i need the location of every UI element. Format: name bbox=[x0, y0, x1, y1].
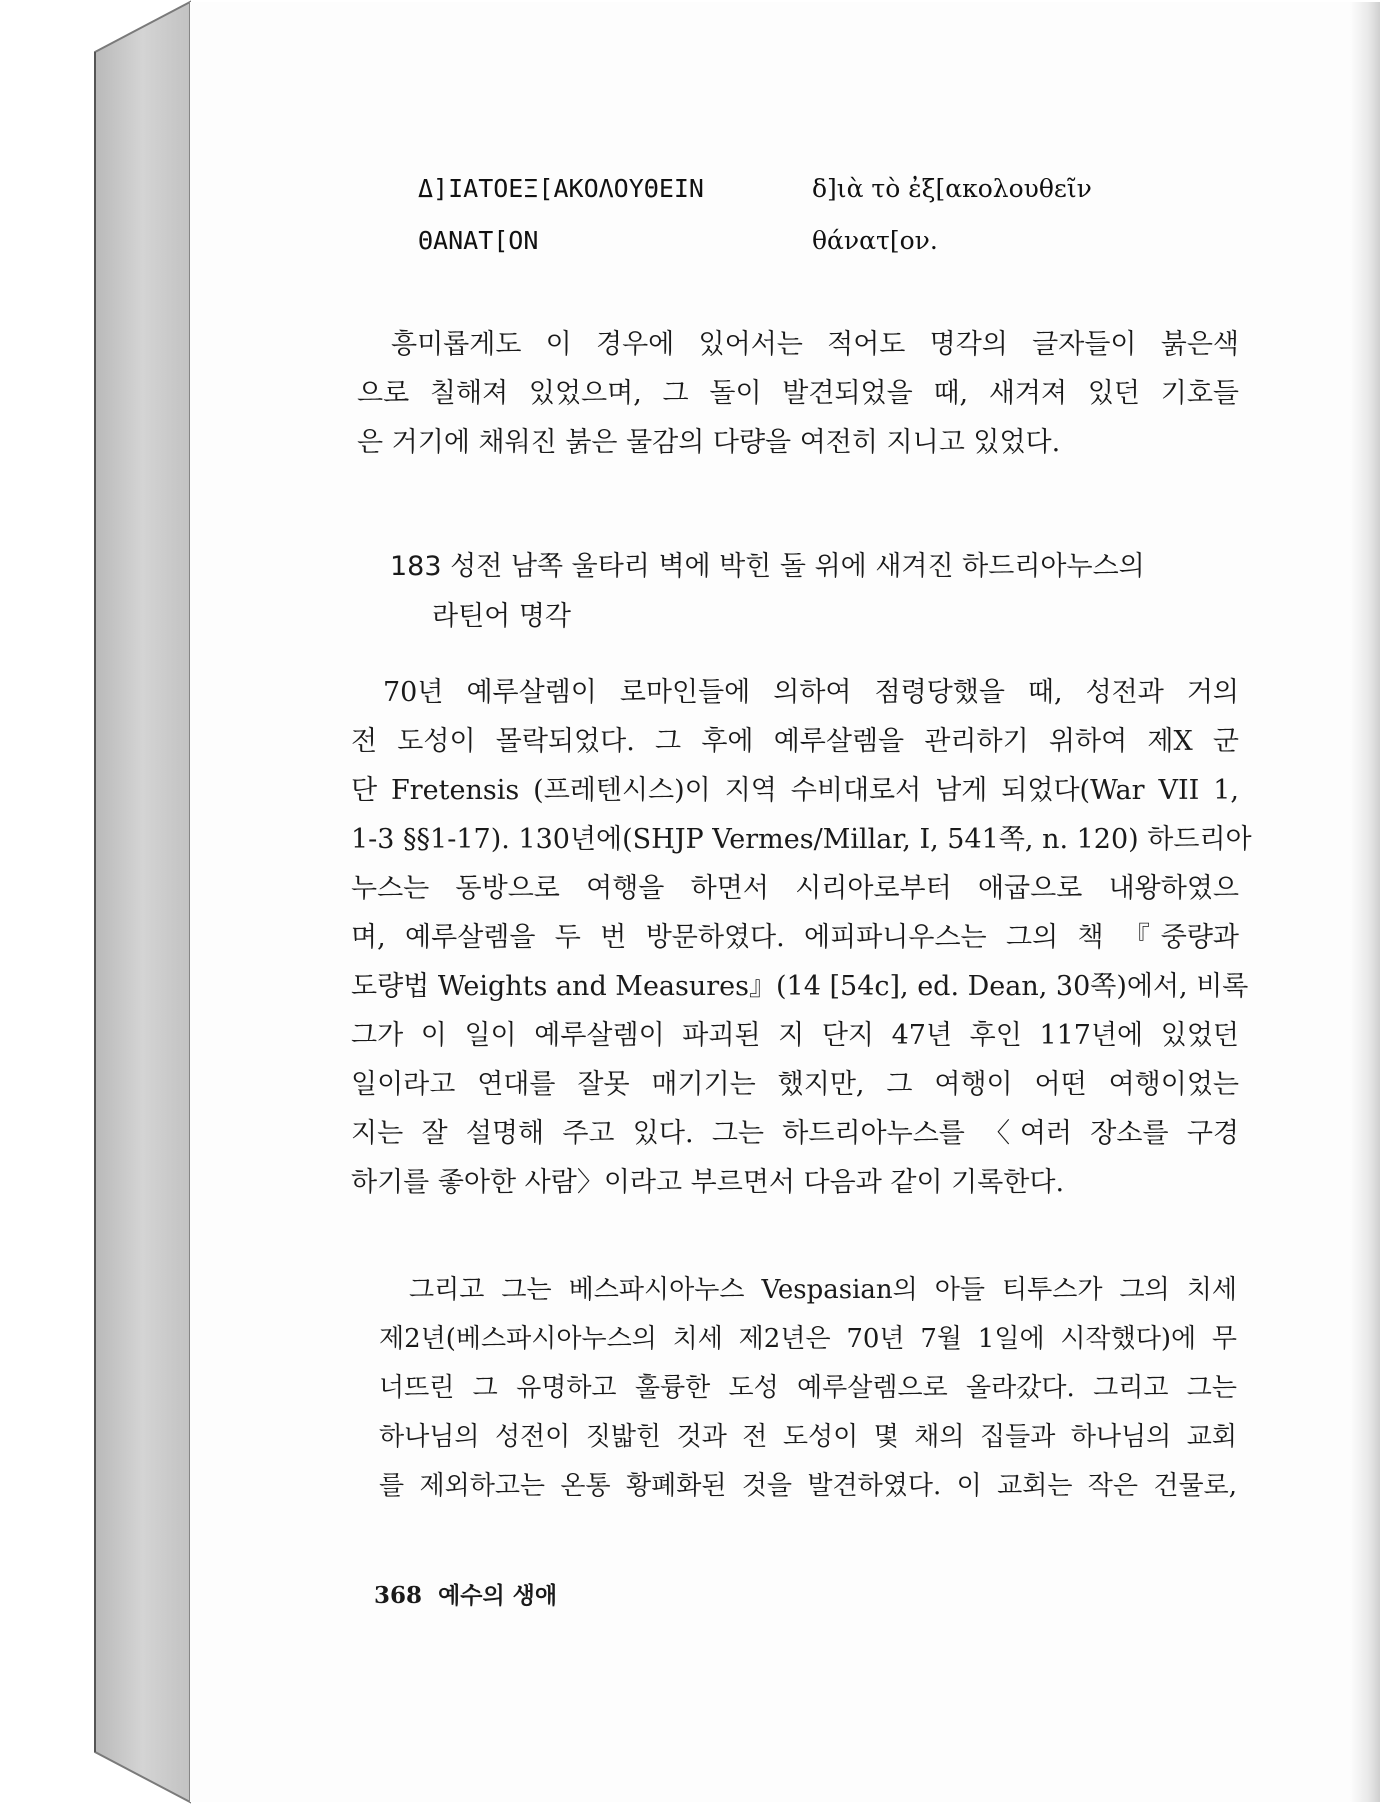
paragraph-line: 도량법 Weights and Measures』(14 [54c], ed. Dean, 30쪽)에서, 비록 bbox=[351, 971, 1249, 1002]
paragraph-line: 으로 칠해져 있었으며, 그 돌이 발견되었을 때, 새겨져 있던 기호들 bbox=[357, 378, 1239, 409]
paragraph-body bbox=[351, 668, 1252, 1207]
page-footer bbox=[374, 1577, 557, 1610]
inscription-uncial-line-2: ΘANAT[ON bbox=[418, 226, 539, 255]
paragraph-line: 1-3 §§1-17). 130년에(SHJP Vermes/Millar, I, 541쪽, n. 120) 하드리아 bbox=[351, 824, 1252, 855]
heading-line: 라틴어 명각 bbox=[432, 601, 571, 632]
page-number: 368 bbox=[374, 1582, 423, 1609]
paragraph-line: 누스는 동방으로 여행을 하면서 시리아로부터 애굽으로 내왕하였으 bbox=[351, 873, 1239, 904]
paragraph-line: 일이라고 연대를 잘못 매기기는 했지만, 그 여행이 어떤 여행이었는 bbox=[351, 1069, 1239, 1100]
heading-line: 183 성전 남쪽 울타리 벽에 박힌 돌 위에 새겨진 하드리아누스의 bbox=[390, 551, 1145, 582]
paragraph-line: 단 Fretensis (프레텐시스)이 지역 수비대로서 남게 되었다(War VII 1, bbox=[351, 775, 1239, 806]
paragraph-line: 지는 잘 설명해 주고 있다. 그는 하드리아누스를 〈여러 장소를 구경 bbox=[351, 1118, 1239, 1149]
inscription-greek-line-2: θάνατ[ον. bbox=[812, 226, 938, 255]
running-title: 예수의 생애 bbox=[438, 1582, 558, 1609]
quote-line: 하나님의 성전이 짓밟힌 것과 전 도성이 몇 채의 집들과 하나님의 교회 bbox=[379, 1422, 1237, 1452]
quote-line: 그리고 그는 베스파시아누스 Vespasian의 아들 티투스가 그의 치세 bbox=[409, 1275, 1237, 1305]
paragraph-line: 하기를 좋아한 사람〉이라고 부르면서 다음과 같이 기록한다. bbox=[351, 1167, 1065, 1198]
block-quotation bbox=[379, 1266, 1237, 1511]
paragraph-line: 흥미롭게도 이 경우에 있어서는 적어도 명각의 글자들이 붉은색 bbox=[391, 329, 1239, 360]
paragraph-intro bbox=[357, 320, 1239, 467]
page-edge-shadow bbox=[1350, 2, 1380, 1802]
paragraph-line: 70년 예루살렘이 로마인들에 의하여 점령당했을 때, 성전과 거의 bbox=[383, 677, 1239, 708]
inscription-uncial-line-1: Δ]IATOEΞ[AKOΛOYΘEIN bbox=[418, 174, 704, 203]
quote-line: 너뜨린 그 유명하고 훌륭한 도성 예루살렘으로 올라갔다. 그리고 그는 bbox=[379, 1373, 1237, 1403]
quote-line: 제2년(베스파시아누스의 치세 제2년은 70년 7월 1일에 시작했다)에 무 bbox=[379, 1324, 1237, 1354]
paragraph-line: 그가 이 일이 예루살렘이 파괴된 지 단지 47년 후인 117년에 있었던 bbox=[351, 1020, 1239, 1051]
paragraph-line: 며, 예루살렘을 두 번 방문하였다. 에피파니우스는 그의 책 『중량과 bbox=[351, 922, 1239, 953]
inscription-greek-line-1: δ]ιὰ τὸ ἐξ[ακολουθεῖν bbox=[812, 174, 1092, 203]
paragraph-line: 은 거기에 채워진 붉은 물감의 다량을 여전히 지니고 있었다. bbox=[357, 427, 1061, 458]
quote-line: 를 제외하고는 온통 황폐화된 것을 발견하였다. 이 교회는 작은 건물로, bbox=[379, 1471, 1237, 1501]
section-heading bbox=[390, 542, 1240, 642]
paragraph-line: 전 도성이 몰락되었다. 그 후에 예루살렘을 관리하기 위하여 제X 군 bbox=[351, 726, 1239, 757]
